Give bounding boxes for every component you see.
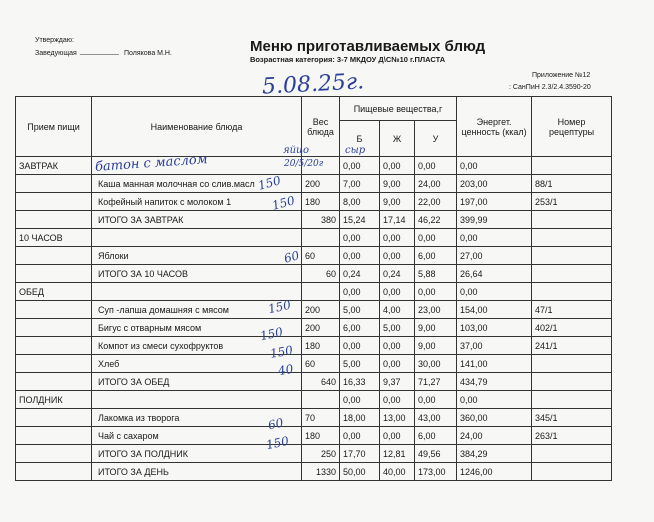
cell-recipe: 263/1 [532, 427, 612, 445]
cell-zh: 0,00 [380, 355, 415, 373]
cell-meal [16, 373, 92, 391]
hand-porridge: 150 [256, 173, 283, 193]
table-row [16, 391, 612, 409]
cell-weight: 1330 [302, 463, 340, 481]
hand-tea: 150 [264, 433, 291, 453]
cell-meal [16, 301, 92, 319]
cell-kcal: 103,00 [457, 319, 532, 337]
cell-recipe: 402/1 [532, 319, 612, 337]
cell-u: 46,22 [415, 211, 457, 229]
cell-u: 23,00 [415, 301, 457, 319]
cell-b: 0,00 [340, 229, 380, 247]
cell-name: Лакомка из творога [92, 409, 302, 427]
cell-name [92, 229, 302, 247]
cell-b: 15,24 [340, 211, 380, 229]
cell-recipe: 241/1 [532, 337, 612, 355]
table-row [16, 247, 612, 265]
col-u: У [415, 121, 457, 157]
sanpin-label: : СанПиН 2.3/2.4.3590-20 [509, 84, 591, 91]
cell-name: Каша манная молочная со слив.масл [92, 175, 302, 193]
cell-meal: ЗАВТРАК [16, 157, 92, 175]
hand-soup: 150 [266, 297, 293, 317]
cell-zh: 0,00 [380, 229, 415, 247]
table-row [16, 409, 612, 427]
cell-b: 17,70 [340, 445, 380, 463]
cell-u: 6,00 [415, 427, 457, 445]
cell-u: 6,00 [415, 247, 457, 265]
table-row [16, 283, 612, 301]
cell-zh: 17,14 [380, 211, 415, 229]
cell-u: 9,00 [415, 337, 457, 355]
hand-bread: 40 [276, 361, 295, 379]
cell-name: ИТОГО ЗА ДЕНЬ [92, 463, 302, 481]
cell-weight: 180 [302, 427, 340, 445]
hand-breakfast-note3: 20/5/20г [284, 159, 324, 169]
hand-breakfast-note: батон с маслом [94, 152, 209, 175]
cell-recipe [532, 283, 612, 301]
cell-recipe [532, 391, 612, 409]
cell-name: Хлеб [92, 355, 302, 373]
appendix-label: Приложение №12 [532, 72, 591, 79]
cell-kcal: 0,00 [457, 157, 532, 175]
cell-meal [16, 409, 92, 427]
cell-kcal: 1246,00 [457, 463, 532, 481]
cell-weight [302, 391, 340, 409]
cell-weight: 180 [302, 193, 340, 211]
cell-recipe [532, 211, 612, 229]
cell-recipe [532, 463, 612, 481]
cell-name: Яблоки [92, 247, 302, 265]
cell-u: 5,88 [415, 265, 457, 283]
cell-b: 5,00 [340, 355, 380, 373]
cell-b: 0,00 [340, 157, 380, 175]
cell-zh: 0,24 [380, 265, 415, 283]
cell-kcal: 399,99 [457, 211, 532, 229]
cell-zh: 0,00 [380, 157, 415, 175]
cell-kcal: 434,79 [457, 373, 532, 391]
total-row [16, 373, 612, 391]
total-row [16, 265, 612, 283]
table-row [16, 229, 612, 247]
cell-name: Кофейный напиток с молоком 1 [92, 193, 302, 211]
cell-kcal: 0,00 [457, 229, 532, 247]
col-recipe: Номер рецептуры [532, 97, 612, 157]
cell-weight [302, 229, 340, 247]
cell-weight: 380 [302, 211, 340, 229]
cell-u: 0,00 [415, 229, 457, 247]
cell-weight: 200 [302, 319, 340, 337]
cell-zh: 40,00 [380, 463, 415, 481]
cell-kcal: 0,00 [457, 391, 532, 409]
table-row [16, 193, 612, 211]
approve-person: Полякова М.Н. [124, 50, 172, 57]
cell-recipe: 47/1 [532, 301, 612, 319]
table-row [16, 427, 612, 445]
cell-b: 0,00 [340, 427, 380, 445]
cell-kcal: 24,00 [457, 427, 532, 445]
cell-recipe [532, 265, 612, 283]
cell-recipe [532, 247, 612, 265]
cell-meal [16, 265, 92, 283]
cell-b: 0,24 [340, 265, 380, 283]
hand-apple: 60 [282, 248, 301, 266]
cell-weight: 60 [302, 355, 340, 373]
cell-meal [16, 247, 92, 265]
cell-b: 50,00 [340, 463, 380, 481]
cell-meal: 10 ЧАСОВ [16, 229, 92, 247]
total-row [16, 463, 612, 481]
cell-zh: 0,00 [380, 283, 415, 301]
cell-zh: 12,81 [380, 445, 415, 463]
cell-recipe [532, 157, 612, 175]
cell-meal [16, 427, 92, 445]
cell-kcal: 203,00 [457, 175, 532, 193]
cell-zh: 0,00 [380, 247, 415, 265]
cell-name: Чай с сахаром [92, 427, 302, 445]
cell-zh: 9,37 [380, 373, 415, 391]
cell-b: 0,00 [340, 247, 380, 265]
col-b: Б [340, 121, 380, 157]
cell-u: 49,56 [415, 445, 457, 463]
cell-u: 22,00 [415, 193, 457, 211]
cell-meal: ОБЕД [16, 283, 92, 301]
cell-u: 71,27 [415, 373, 457, 391]
cell-name: ИТОГО ЗА 10 ЧАСОВ [92, 265, 302, 283]
cell-b: 0,00 [340, 337, 380, 355]
col-energy: Энергет. ценность (ккал) [457, 97, 532, 157]
cell-name: Бигус с отварным мясом [92, 319, 302, 337]
cell-kcal: 154,00 [457, 301, 532, 319]
col-meal: Прием пищи [16, 97, 92, 157]
cell-u: 173,00 [415, 463, 457, 481]
cell-u: 0,00 [415, 157, 457, 175]
cell-name: ИТОГО ЗА ПОЛДНИК [92, 445, 302, 463]
cell-weight: 200 [302, 175, 340, 193]
page-title: Меню приготавливаемых блюд [250, 38, 486, 55]
cell-meal [16, 337, 92, 355]
col-name: Наименование блюда [92, 97, 302, 157]
cell-meal [16, 355, 92, 373]
cell-meal: ПОЛДНИК [16, 391, 92, 409]
col-nutrients: Пищевые вещества,г [340, 97, 457, 121]
cell-u: 9,00 [415, 319, 457, 337]
cell-zh: 4,00 [380, 301, 415, 319]
cell-b: 6,00 [340, 319, 380, 337]
cell-kcal: 384,29 [457, 445, 532, 463]
table-row [16, 337, 612, 355]
cell-weight: 60 [302, 247, 340, 265]
cell-b: 8,00 [340, 193, 380, 211]
handwritten-date: 5.08.25г. [261, 69, 365, 100]
cell-meal [16, 445, 92, 463]
cell-recipe [532, 229, 612, 247]
cell-zh: 5,00 [380, 319, 415, 337]
cell-kcal: 141,00 [457, 355, 532, 373]
total-row [16, 211, 612, 229]
hand-coffee: 150 [270, 193, 297, 213]
cell-recipe: 345/1 [532, 409, 612, 427]
cell-weight: 250 [302, 445, 340, 463]
cell-kcal: 197,00 [457, 193, 532, 211]
hand-bigus: 150 [258, 324, 285, 344]
cell-weight: 640 [302, 373, 340, 391]
approve-label: Утверждаю: [35, 37, 74, 44]
cell-kcal: 37,00 [457, 337, 532, 355]
cell-recipe: 253/1 [532, 193, 612, 211]
cell-zh: 9,00 [380, 175, 415, 193]
cell-name: ИТОГО ЗА ЗАВТРАК [92, 211, 302, 229]
cell-u: 30,00 [415, 355, 457, 373]
cell-b: 18,00 [340, 409, 380, 427]
cell-weight [302, 283, 340, 301]
cell-b: 5,00 [340, 301, 380, 319]
cell-kcal: 0,00 [457, 283, 532, 301]
cell-weight: 60 [302, 265, 340, 283]
total-row [16, 445, 612, 463]
cell-zh: 9,00 [380, 193, 415, 211]
cell-weight: 200 [302, 301, 340, 319]
cell-recipe [532, 373, 612, 391]
cell-weight: 180 [302, 337, 340, 355]
approve-signature-line: __________ [80, 48, 119, 55]
cell-zh: 0,00 [380, 337, 415, 355]
cell-recipe: 88/1 [532, 175, 612, 193]
cell-zh: 0,00 [380, 391, 415, 409]
cell-b: 7,00 [340, 175, 380, 193]
cell-b: 16,33 [340, 373, 380, 391]
table-row [16, 319, 612, 337]
menu-table [15, 96, 612, 481]
cell-recipe [532, 445, 612, 463]
cell-kcal: 27,00 [457, 247, 532, 265]
cell-u: 0,00 [415, 391, 457, 409]
approve-position: Заведующая [35, 50, 77, 57]
hand-lakomka: 60 [266, 415, 285, 433]
cell-kcal: 26,64 [457, 265, 532, 283]
table-row [16, 355, 612, 373]
hand-breakfast-note2: яйцо [283, 145, 310, 156]
cell-u: 43,00 [415, 409, 457, 427]
cell-meal [16, 193, 92, 211]
col-zh: Ж [380, 121, 415, 157]
table-row [16, 175, 612, 193]
cell-zh: 13,00 [380, 409, 415, 427]
cell-name [92, 283, 302, 301]
cell-meal [16, 175, 92, 193]
cell-b: 0,00 [340, 283, 380, 301]
cell-name [92, 391, 302, 409]
table-row [16, 301, 612, 319]
cell-name: Суп -лапша домашняя с мясом [92, 301, 302, 319]
cell-meal [16, 211, 92, 229]
col-weight: Вес блюда [302, 97, 340, 157]
cell-recipe [532, 355, 612, 373]
cell-u: 0,00 [415, 283, 457, 301]
cell-name: Компот из смеси сухофруктов [92, 337, 302, 355]
cell-name: ИТОГО ЗА ОБЕД [92, 373, 302, 391]
cell-meal [16, 463, 92, 481]
cell-u: 24,00 [415, 175, 457, 193]
cell-b: 0,00 [340, 391, 380, 409]
hand-kompot: 150 [268, 343, 294, 361]
cell-kcal: 360,00 [457, 409, 532, 427]
page-subtitle: Возрастная категория: 3-7 МКДОУ Д\С№10 г.ПЛАСТА [250, 55, 446, 64]
cell-zh: 0,00 [380, 427, 415, 445]
cell-weight: 70 [302, 409, 340, 427]
hand-breakfast-note4: сыр [345, 145, 366, 156]
cell-meal [16, 319, 92, 337]
